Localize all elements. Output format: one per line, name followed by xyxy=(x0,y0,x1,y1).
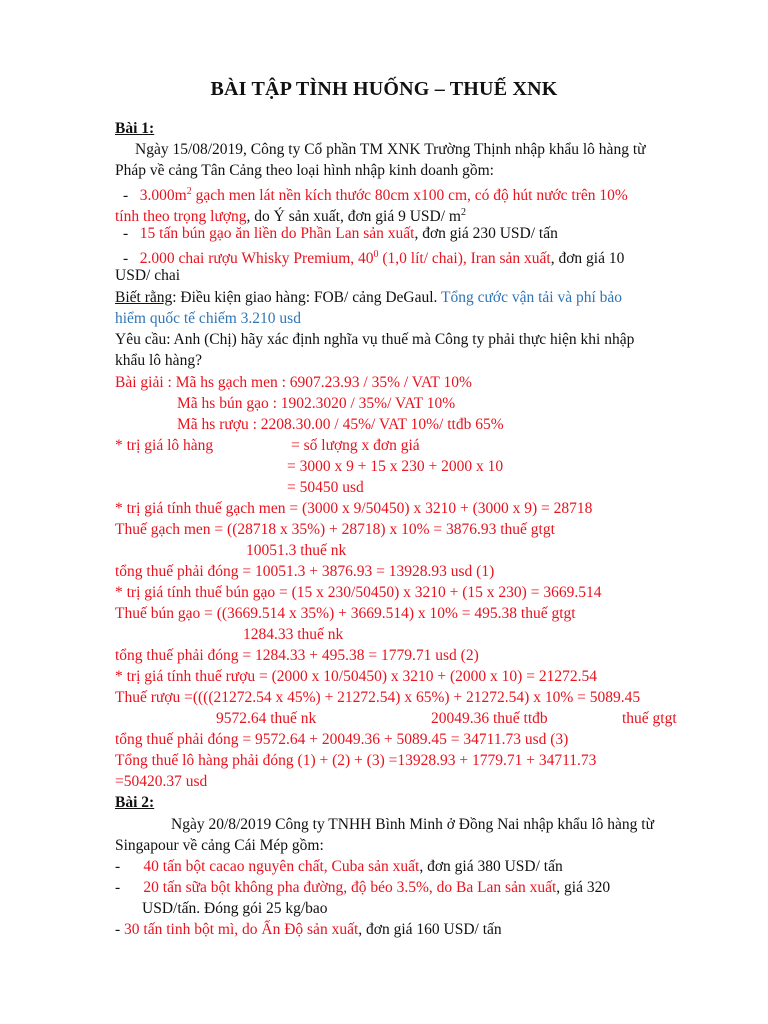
solution-line: tổng thuế phải đóng = 9572.64 + 20049.36 + 5089.45 = 34711.73 usd (3) xyxy=(115,731,569,748)
solution-line: 10051.3 thuế nk xyxy=(246,542,347,559)
item2-price: , đơn giá 230 USD/ tấn xyxy=(414,225,558,242)
bai2-item3-price: , đơn giá 160 USD/ tấn xyxy=(358,921,502,938)
bai1-yeucau-line2: khẩu lô hàng? xyxy=(115,352,202,369)
bai2-item2-line1 xyxy=(115,877,610,898)
bai2-intro-line2: Singapour về cảng Cái Mép gồm: xyxy=(115,837,324,854)
solution-line: * trị giá lô hàng xyxy=(115,437,214,454)
solution-line: * trị giá tính thuế rượu = (2000 x 10/50450) x 3210 + (2000 x 10) = 21272.54 xyxy=(115,668,597,685)
solution-line: 1284.33 thuế nk xyxy=(243,626,344,643)
solution-line: Mã hs bún gạo : 1902.3020 / 35%/ VAT 10% xyxy=(177,395,456,412)
item1-qty: 3.000m xyxy=(139,187,187,205)
solution-line: tổng thuế phải đóng = 1284.33 + 495.38 = 1779.71 usd (2) xyxy=(115,647,479,664)
bai2-item3-desc: 30 tấn tinh bột mì, do Ấn Độ sản xuất xyxy=(124,921,359,938)
list-dash: - xyxy=(123,225,129,242)
biet-rang-text: : Điều kiện giao hàng: FOB/ cảng DeGaul. xyxy=(172,289,442,306)
document-title: BÀI TẬP TÌNH HUỐNG – THUẾ XNK xyxy=(210,78,558,100)
item1-price: , do Ý sản xuất, đơn giá 9 USD/ m xyxy=(246,208,461,226)
item3-price: , đơn giá 10 xyxy=(550,250,625,268)
biet-rang-label: Biết rằng xyxy=(115,289,173,306)
biet-rang-freight: Tổng cước vận tải và phí bảo xyxy=(441,289,623,306)
solution-line: * trị giá tính thuế gạch men = (3000 x 9/50450) x 3210 + (3000 x 9) = 28718 xyxy=(115,500,593,517)
bai1-heading: Bài 1: xyxy=(115,120,155,137)
list-dash: - xyxy=(115,858,121,875)
bai2-item1-price: , đơn giá 380 USD/ tấn xyxy=(419,858,563,875)
item2-desc: 15 tấn bún gạo ăn liền do Phần Lan sản xuất xyxy=(139,225,415,242)
bai1-intro-line1: Ngày 15/08/2019, Công ty Cổ phần TM XNK Trường Thịnh nhập khẩu lô hàng từ xyxy=(135,141,646,158)
bai1-item3-line1 xyxy=(123,244,624,269)
solution-line: Thuế bún gạo = ((3669.514 x 35%) + 3669.514) x 10% = 495.38 thuế gtgt xyxy=(115,605,576,622)
item3-desc-a: 2.000 chai rượu Whisky Premium, 40 xyxy=(139,250,374,268)
bai2-item3 xyxy=(115,919,502,940)
solution-line: Tổng thuế lô hàng phải đóng (1) + (2) + (3) =13928.93 + 1779.71 + 34711.73 xyxy=(115,752,597,769)
solution-line: Mã hs rượu : 2208.30.00 / 45%/ VAT 10%/ ttđb 65% xyxy=(177,416,504,433)
solution-line: = 50450 usd xyxy=(287,479,364,496)
bai1-intro-line2: Pháp về cảng Tân Cảng theo loại hình nhập kinh doanh gồm: xyxy=(115,162,494,179)
solution-line: tổng thuế phải đóng = 10051.3 + 3876.93 = 13928.93 usd (1) xyxy=(115,563,495,580)
solution-line: = số lượng x đơn giá xyxy=(291,437,420,454)
item3-sup: 0 xyxy=(373,249,379,260)
item3-desc-b: (1,0 lít/ chai), Iran sản xuất xyxy=(378,250,551,268)
item1-weight-note: tính theo trọng lượng xyxy=(115,208,247,226)
item1-sup2: 2 xyxy=(460,207,466,218)
bai2-item2-desc: 20 tấn sữa bột không pha đường, độ béo 3.5%, do Ba Lan sản xuất xyxy=(143,879,557,896)
bai2-intro-line1: Ngày 20/8/2019 Công ty TNHH Bình Minh ở Đồng Nai nhập khẩu lô hàng từ xyxy=(171,816,655,833)
bai1-item2 xyxy=(123,223,558,244)
bai2-item1 xyxy=(115,856,563,877)
item1-desc: gạch men lát nền kích thước 80cm x100 cm, có độ hút nước trên 10% xyxy=(191,187,628,205)
bai2-heading: Bài 2: xyxy=(115,794,155,811)
bai2-item3-dash: - xyxy=(115,921,125,938)
list-dash: - xyxy=(123,187,129,205)
solution-line: 9572.64 thuế nk xyxy=(216,710,317,727)
bai2-item2-price: , giá 320 xyxy=(556,879,611,896)
solution-line: 20049.36 thuế ttđb xyxy=(431,710,548,727)
solution-line: Thuế rượu =((((21272.54 x 45%) + 21272.54) x 65%) + 21272.54) x 10% = 5089.45 xyxy=(115,689,641,706)
solution-line: Thuế gạch men = ((28718 x 35%) + 28718) x 10% = 3876.93 thuế gtgt xyxy=(115,521,555,538)
solution-line: thuế gtgt xyxy=(622,710,677,727)
bai1-yeucau-line1: Yêu cầu: Anh (Chị) hãy xác định nghĩa vụ thuế mà Công ty phải thực hiện khi nhập xyxy=(115,331,635,348)
bai1-item3-line2: USD/ chai xyxy=(115,267,181,284)
bai1-biet-rang-line2: hiểm quốc tế chiếm 3.210 usd xyxy=(115,310,301,327)
bai2-item1-desc: 40 tấn bột cacao nguyên chất, Cuba sản xuất xyxy=(143,858,420,875)
bai2-item2-line2: USD/tấn. Đóng gói 25 kg/bao xyxy=(142,900,328,917)
solution-line: Bài giải : Mã hs gạch men : 6907.23.93 / 35% / VAT 10% xyxy=(115,374,472,391)
item1-sup: 2 xyxy=(186,186,192,197)
solution-line: = 3000 x 9 + 15 x 230 + 2000 x 10 xyxy=(287,458,504,475)
solution-line: * trị giá tính thuế bún gạo = (15 x 230/50450) x 3210 + (15 x 230) = 3669.514 xyxy=(115,584,602,601)
list-dash: - xyxy=(115,879,121,896)
list-dash: - xyxy=(123,250,129,268)
bai1-biet-rang xyxy=(115,287,622,308)
solution-line: =50420.37 usd xyxy=(115,773,208,790)
